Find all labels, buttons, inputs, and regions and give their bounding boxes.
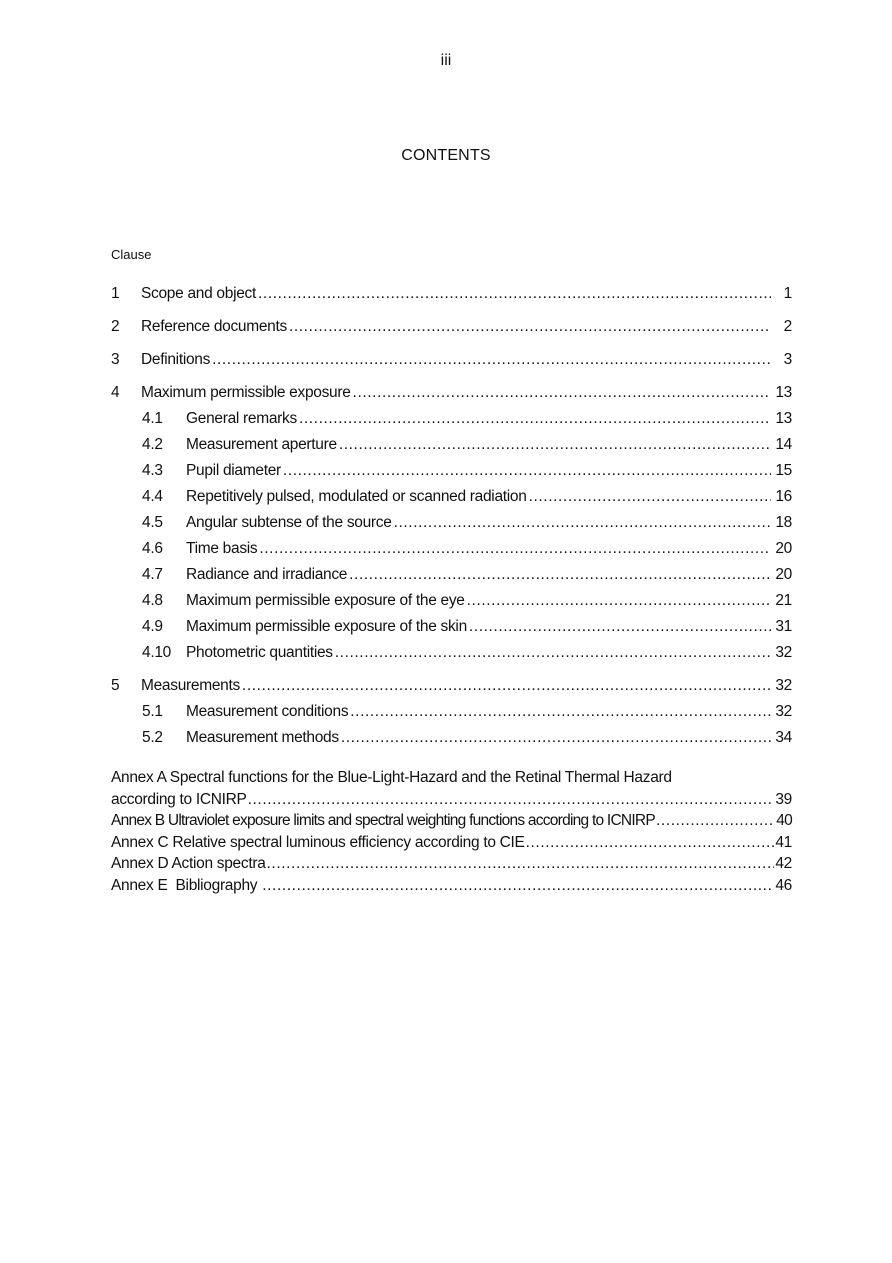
annex-d-entry[interactable] <box>111 853 792 875</box>
dot-leader <box>289 316 771 338</box>
dot-leader <box>212 349 771 371</box>
toc-title: General remarks <box>186 410 297 427</box>
toc-entry-3[interactable] <box>111 349 792 382</box>
annex-a-title-cont: according to ICNIRP <box>111 790 247 808</box>
toc-page: 20 <box>775 566 792 583</box>
page-number: iii <box>440 52 452 69</box>
toc-page: 21 <box>775 592 792 609</box>
dot-leader <box>242 675 771 697</box>
dot-leader <box>350 701 771 723</box>
annex-d-page: 42 <box>775 855 792 872</box>
toc-number: 3 <box>111 351 120 368</box>
toc-number: 4.2 <box>142 436 163 453</box>
toc-number: 4.5 <box>142 514 163 531</box>
toc-page: 32 <box>775 644 792 661</box>
toc-number: 4.7 <box>142 566 163 583</box>
contents-heading: CONTENTS <box>401 147 491 164</box>
annex-a-line2[interactable] <box>111 789 792 811</box>
annex-a-page: 39 <box>775 790 792 808</box>
dot-leader <box>529 486 771 508</box>
toc-page: 13 <box>775 384 792 401</box>
toc-entry-4-10[interactable] <box>111 642 792 675</box>
dot-leader <box>353 382 771 404</box>
toc-number: 2 <box>111 318 120 335</box>
toc-title: Maximum permissible exposure <box>141 384 351 401</box>
toc-page: 2 <box>783 318 792 335</box>
toc-number: 4.1 <box>142 410 163 427</box>
toc-entry-4-9[interactable] <box>111 616 792 642</box>
toc-title: Scope and object <box>141 285 256 302</box>
toc-title: Measurement methods <box>186 729 339 746</box>
toc-entry-4-8[interactable] <box>111 590 792 616</box>
dot-leader <box>339 434 771 456</box>
dot-leader <box>248 789 775 811</box>
dot-leader <box>267 853 775 875</box>
toc-page: 20 <box>775 540 792 557</box>
dot-leader <box>656 810 775 832</box>
toc-title: Radiance and irradiance <box>186 566 348 583</box>
toc-title: Repetitively pulsed, modulated or scanned radiation <box>186 488 527 505</box>
toc-number: 5.1 <box>142 703 163 720</box>
dot-leader <box>341 727 771 749</box>
dot-leader <box>335 642 771 664</box>
annex-a-line1[interactable] <box>111 767 792 789</box>
toc-page: 18 <box>775 514 792 531</box>
toc-number: 4.10 <box>142 644 171 661</box>
toc-entry-5-1[interactable] <box>111 701 792 727</box>
toc-title: Measurement conditions <box>186 703 349 720</box>
dot-leader <box>262 875 774 897</box>
toc-number: 1 <box>111 285 120 302</box>
toc-entry-4-6[interactable] <box>111 538 792 564</box>
dot-leader <box>394 512 771 534</box>
toc-title: Angular subtense of the source <box>186 514 392 531</box>
toc-number: 4.9 <box>142 618 163 635</box>
toc-page: 34 <box>775 729 792 746</box>
toc-page: 3 <box>783 351 792 368</box>
table-of-contents <box>111 283 792 753</box>
toc-title: Maximum permissible exposure of the eye <box>186 592 465 609</box>
annex-b-page: 40 <box>776 812 792 829</box>
toc-number: 5 <box>111 677 120 694</box>
dot-leader <box>469 616 771 638</box>
toc-title: Pupil diameter <box>186 462 281 479</box>
toc-number: 4.4 <box>142 488 163 505</box>
annex-c-page: 41 <box>775 833 792 851</box>
toc-entry-4-4[interactable] <box>111 486 792 512</box>
toc-entry-5[interactable] <box>111 675 792 701</box>
toc-page: 14 <box>775 436 792 453</box>
annex-e-page: 46 <box>775 876 792 894</box>
toc-entry-4-3[interactable] <box>111 460 792 486</box>
dot-leader <box>526 832 775 854</box>
annex-list <box>111 767 792 896</box>
toc-page: 31 <box>775 618 792 635</box>
toc-number: 4.3 <box>142 462 163 479</box>
toc-title: Measurement aperture <box>186 436 337 453</box>
toc-title: Definitions <box>141 351 211 368</box>
toc-page: 32 <box>775 703 792 720</box>
dot-leader <box>259 538 771 560</box>
toc-entry-5-2[interactable] <box>111 727 792 753</box>
toc-entry-4-2[interactable] <box>111 434 792 460</box>
toc-entry-4-5[interactable] <box>111 512 792 538</box>
toc-page: 15 <box>775 462 792 479</box>
toc-number: 5.2 <box>142 729 163 746</box>
toc-number: 4.6 <box>142 540 163 557</box>
toc-title: Photometric quantities <box>186 644 333 661</box>
toc-number: 4.8 <box>142 592 163 609</box>
annex-c-entry[interactable] <box>111 832 792 854</box>
annex-b-title: Annex B Ultraviolet exposure limits and spectral weighting functions according to ICNIRP <box>111 812 655 829</box>
dot-leader <box>467 590 771 612</box>
clause-label: Clause <box>111 247 152 262</box>
dot-leader <box>349 564 771 586</box>
toc-page: 32 <box>775 677 792 694</box>
toc-title: Maximum permissible exposure of the skin <box>186 618 467 635</box>
toc-title: Measurements <box>141 677 240 694</box>
annex-c-title: Annex C Relative spectral luminous efficiency according to CIE <box>111 833 525 851</box>
annex-e-title: Annex E Bibliography <box>111 876 262 894</box>
toc-entry-4-1[interactable] <box>111 408 792 434</box>
annex-a-title: Annex A Spectral functions for the Blue-Light-Hazard and the Retinal Thermal Hazard <box>111 769 672 786</box>
toc-entry-2[interactable] <box>111 316 792 349</box>
toc-page: 16 <box>775 488 792 505</box>
dot-leader <box>258 283 771 305</box>
toc-title: Reference documents <box>141 318 287 335</box>
toc-entry-4[interactable] <box>111 382 792 408</box>
dot-leader <box>299 408 771 430</box>
toc-title: Time basis <box>186 540 258 557</box>
toc-page: 1 <box>783 285 792 302</box>
toc-entry-1[interactable] <box>111 283 792 316</box>
annex-b-entry[interactable] <box>111 810 792 832</box>
annex-d-title: Annex D Action spectra <box>111 855 266 872</box>
annex-e-entry[interactable] <box>111 875 792 897</box>
toc-number: 4 <box>111 384 120 401</box>
toc-entry-4-7[interactable] <box>111 564 792 590</box>
dot-leader <box>283 460 771 482</box>
toc-page: 13 <box>775 410 792 427</box>
